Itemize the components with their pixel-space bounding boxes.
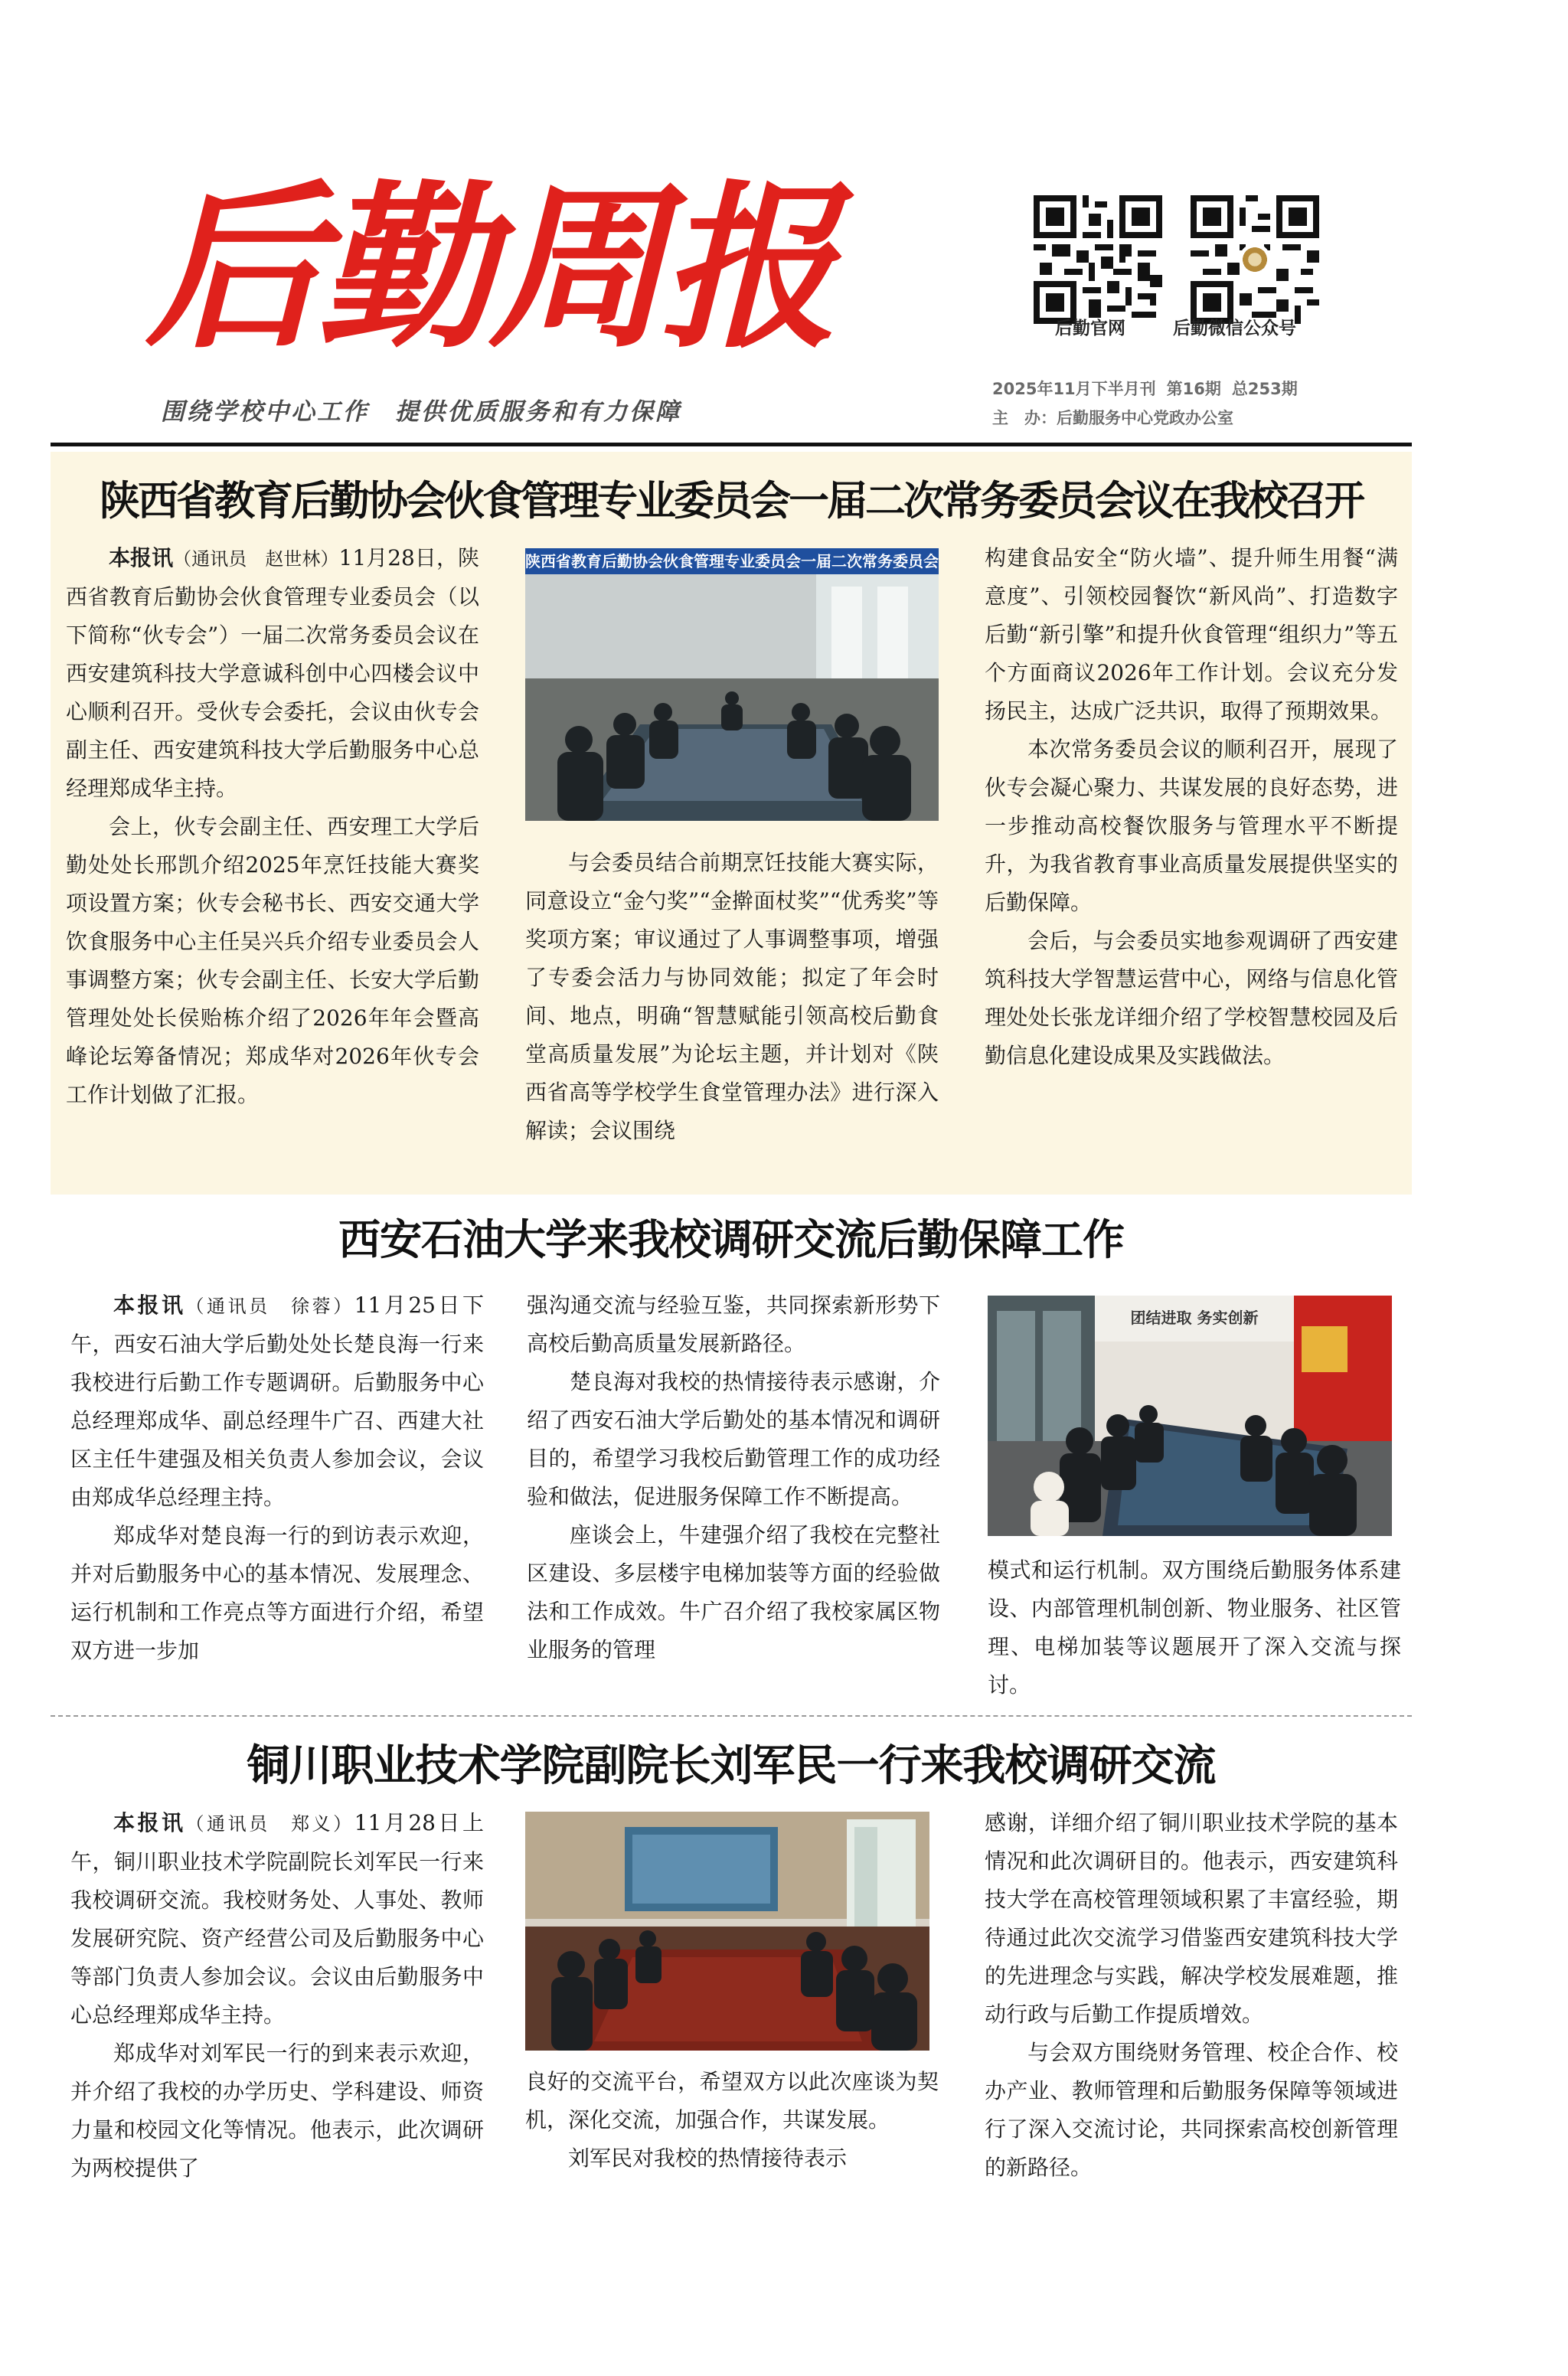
article-column: [988, 1551, 1401, 1704]
sponsor: 主 办：后勤服务中心党政办公室: [992, 409, 1233, 427]
meeting-photo: [525, 1812, 929, 2051]
photo-banner: 陕西省教育后勤协会伙食管理专业委员会一届二次常务委员会: [525, 552, 939, 570]
dateline-lead: 本报讯: [113, 1293, 186, 1318]
article-column: [985, 1804, 1398, 2187]
paragraph: 郑成华对楚良海一行的到访表示欢迎，并对后勤服务中心的基本情况、发展理念、运行机制和工作亮点等方面进行介绍，希望双方进一步加: [70, 1523, 484, 1663]
paragraph: 郑成华对刘军民一行的到来表示欢迎，并介绍了我校的办学历史、学科建设、师资力量和校园文化等情况。他表示，此次调研为两校提供了: [70, 2041, 484, 2181]
paragraph: 与会委员结合前期烹饪技能大赛实际，同意设立“金勺奖”“金擀面杖奖”“优秀奖”等奖项方案；审议通过了人事调整事项，增强了专委会活力与协同效能；拟定了年会时间、地点，明确“智慧赋能引领高校后勤食堂高质量发展”为论坛主题，并计划对《陕西省高等学校学生食堂管理办法》进行深入解读；会议围绕: [525, 850, 939, 1143]
article-column: [985, 539, 1398, 1075]
paragraph: 感谢，详细介绍了铜川职业技术学院的基本情况和此次调研目的。他表示，西安建筑科技大学在高校管理领域积累了丰富经验，期待通过此次交流学习借鉴西安建筑科技大学的先进理念与实践，解决学校发展难题，推动行政与后勤工作提质增效。: [985, 1810, 1398, 2027]
paragraph: 构建食品安全“防火墙”、提升师生用餐“满意度”、引领校园餐饮“新风尚”、打造数字后勤“新引擎”和提升伙食管理“组织力”等五个方面商议2026年工作计划。会议充分发扬民主，达成广泛共识，取得了预期效果。: [985, 545, 1398, 724]
paragraph: 11月25日下午，西安石油大学后勤处处长楚良海一行来我校进行后勤工作专题调研。后勤服务中心总经理郑成华、副总经理牛广召、西建大社区主任牛建强及相关负责人参加会议，会议由郑成华总经理主持。: [70, 1293, 484, 1510]
newspaper-title: 后勤周报: [145, 163, 832, 372]
paragraph: 11月28日上午，铜川职业技术学院副院长刘军民一行来我校调研交流。我校财务处、人事处、教师发展研究院、资产经营公司及后勤服务中心等部门负责人参加会议。会议由后勤服务中心总经理郑成华主持。: [70, 1810, 484, 2028]
paragraph: 会上，伙专会副主任、西安理工大学后勤处处长邢凯介绍2025年烹饪技能大赛奖项设置方案；伙专会秘书长、西安交通大学饮食服务中心主任吴兴兵介绍专业委员会人事调整方案；伙专会副主任、长安大学后勤管理处处长侯贻栋介绍了2026年年会暨高峰论坛筹备情况；郑成华对2026年伙专会工作计划做了汇报。: [66, 814, 479, 1107]
paragraph: 会后，与会委员实地参观调研了西安建筑科技大学智慧运营中心，网络与信息化管理处处长张龙详细介绍了学校智慧校园及后勤信息化建设成果及实践做法。: [985, 928, 1398, 1068]
byline: （通讯员 赵世林）: [173, 548, 339, 570]
paragraph: 强沟通交流与经验互鉴，共同探索新形势下高校后勤高质量发展新路径。: [527, 1293, 940, 1356]
qr-label-website: 后勤官网: [1055, 319, 1125, 338]
masthead-slogan: 围绕学校中心工作 提供优质服务和有力保障: [161, 398, 681, 426]
article-column: [70, 1804, 484, 2188]
issue-info: [992, 377, 1308, 400]
paragraph: 刘军民对我校的热情接待表示: [568, 2146, 848, 2171]
masthead-divider: [51, 443, 1412, 446]
article-column: [525, 844, 939, 1150]
issue-date: 2025年11月下半月刊: [992, 380, 1156, 398]
dateline-lead: 本报讯: [109, 545, 174, 570]
issue-number: 第16期: [1166, 380, 1221, 398]
paragraph: 本次常务委员会议的顺利召开，展现了伙专会凝心聚力、共谋发展的良好态势，进一步推动高校餐饮服务与管理水平不断提升，为我省教育事业高质量发展提供坚实的后勤保障。: [985, 737, 1398, 915]
meeting-photo: [988, 1296, 1392, 1536]
paragraph: 楚良海对我校的热情接待表示感谢，介绍了西安石油大学后勤处的基本情况和调研目的，希望学习我校后勤管理工作的成功经验和做法，促进服务保障工作不断提高。: [527, 1369, 940, 1509]
byline: （通讯员 徐蓉）: [185, 1296, 354, 1317]
dateline-lead: 本报讯: [113, 1810, 186, 1835]
paragraph: 模式和运行机制。双方围绕后勤服务体系建设、内部管理机制创新、物业服务、社区管理、电梯加装等议题展开了深入交流与探讨。: [988, 1557, 1401, 1698]
byline: （通讯员 郑义）: [185, 1813, 354, 1835]
qr-code-icon[interactable]: [1191, 195, 1319, 324]
article-headline: 铜川职业技术学院副院长刘军民一行来我校调研交流: [247, 1740, 1216, 1791]
section-divider: [51, 1715, 1412, 1717]
photo-banner: 团结进取 务实创新: [1130, 1309, 1259, 1327]
issue-total: 总253期: [1231, 380, 1298, 398]
qr-code-icon[interactable]: [1034, 195, 1162, 324]
meeting-photo: [525, 548, 939, 821]
paragraph: 与会双方围绕财务管理、校企合作、校办产业、教师管理和后勤服务保障等领域进行了深入交流讨论，共同探索高校创新管理的新路径。: [985, 2040, 1398, 2180]
article-column: [527, 1286, 940, 1669]
article-headline: 西安石油大学来我校调研交流后勤保障工作: [338, 1214, 1124, 1264]
paragraph: 11月28日，陕西省教育后勤协会伙食管理专业委员会（以下简称“伙专会”）一届二次常务委员会议在西安建筑科技大学意诚科创中心四楼会议中心顺利召开。受伙专会委托，会议由伙专会副主任、西安建筑科技大学后勤服务中心总经理郑成华主持。: [66, 545, 480, 801]
paragraph: 座谈会上，牛建强介绍了我校在完整社区建设、多层楼宇电梯加装等方面的经验做法和工作成效。牛广召介绍了我校家属区物业服务的管理: [527, 1522, 940, 1662]
article-headline: 陕西省教育后勤协会伙食管理专业委员会一届二次常务委员会议在我校召开: [100, 477, 1363, 525]
article-column: [70, 1286, 484, 1670]
paragraph: 良好的交流平台，希望双方以此次座谈为契机，深化交流，加强合作，共谋发展。: [525, 2069, 939, 2133]
qr-label-wechat: 后勤微信公众号: [1173, 319, 1296, 338]
article-column: [525, 2063, 939, 2178]
article-column: [66, 539, 479, 1114]
